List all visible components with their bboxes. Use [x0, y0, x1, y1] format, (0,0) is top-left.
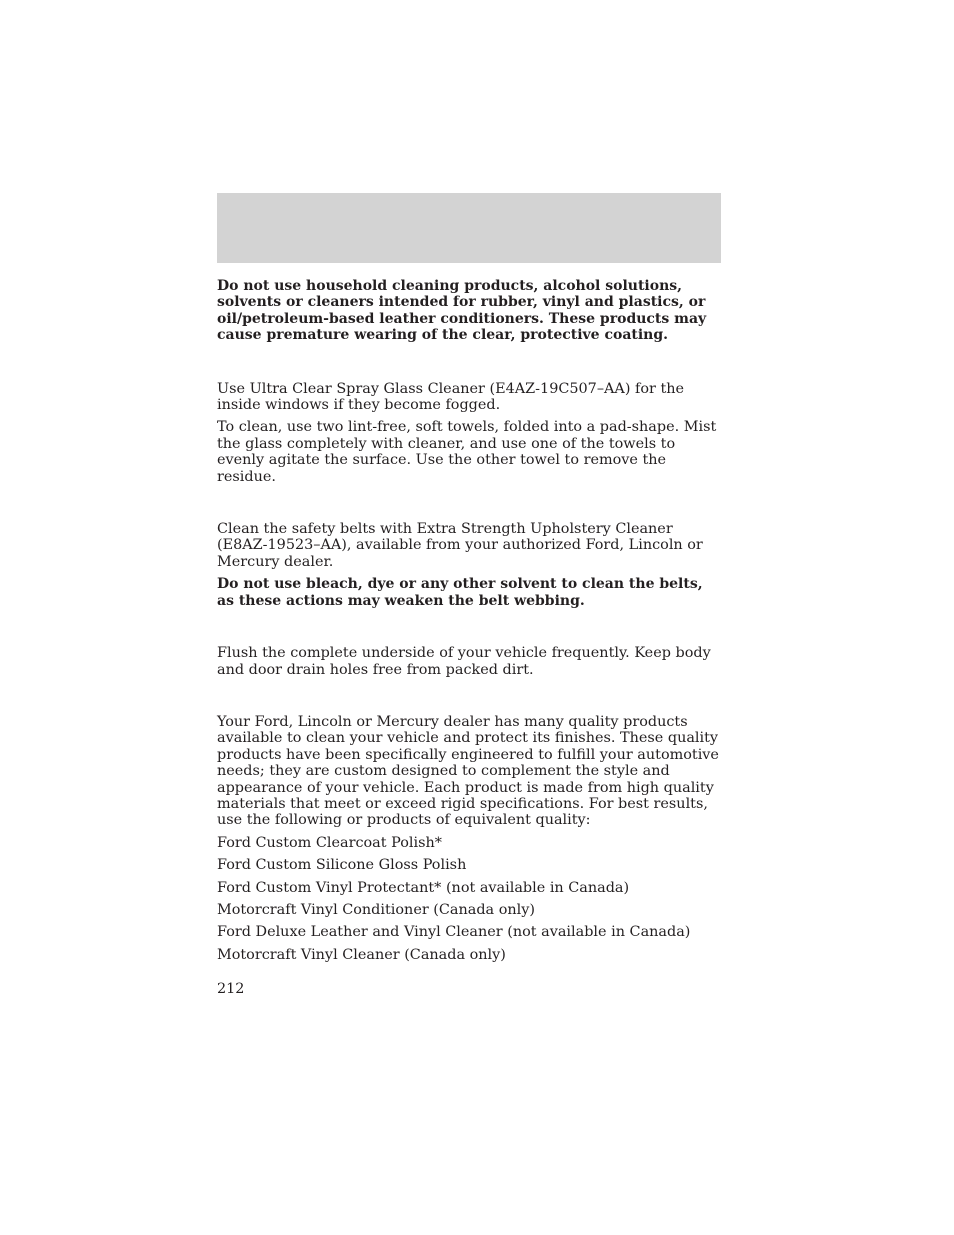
section-header-band: [217, 193, 721, 263]
product-item: Motorcraft Vinyl Cleaner (Canada only): [217, 946, 506, 963]
page-number: 212: [217, 981, 245, 997]
products-intro: Your Ford, Lincoln or Mercury dealer has many quality products available to clean your vehicle and protect its finishes. These quality products have been specifically engineered to fulfill your automotive needs; they are custom designed to complement the style and appearance of your vehicle. Each product is made from high quality materials that meet or exceed rigid specifications. For best results, use the following or products of equivalent quality:: [217, 713, 719, 829]
underbody-paragraph: Flush the complete underside of your vehicle frequently. Keep body and door drain holes free from packed dirt.: [217, 645, 711, 678]
product-item: Ford Deluxe Leather and Vinyl Cleaner (not available in Canada): [217, 924, 691, 941]
product-item: Motorcraft Vinyl Conditioner (Canada only): [217, 901, 535, 918]
coating-warning: Do not use household cleaning products, alcohol solutions, solvents or cleaners intended for rubber, vinyl and plastics, or oil/petroleum-based leather conditioners. These products may cause premature wearing of the clear, protective coating.: [217, 278, 707, 344]
belts-warning: Do not use bleach, dye or any other solvent to clean the belts, as these actions may weaken the belt webbing.: [217, 576, 703, 609]
product-item: Ford Custom Vinyl Protectant* (not available in Canada): [217, 879, 630, 896]
product-item: Ford Custom Silicone Gloss Polish: [217, 857, 467, 874]
belts-paragraph-1: Clean the safety belts with Extra Strength Upholstery Cleaner (E8AZ-19523–AA), available from your authorized Ford, Lincoln or Mercury dealer.: [217, 521, 703, 570]
product-item: Ford Custom Clearcoat Polish*: [217, 834, 442, 851]
page-content: [217, 278, 721, 963]
windows-paragraph-1: Use Ultra Clear Spray Glass Cleaner (E4AZ-19C507–AA) for the inside windows if they become fogged.: [217, 380, 685, 414]
windows-paragraph-2: To clean, use two lint-free, soft towels, folded into a pad-shape. Mist the glass completely with cleaner, and use one of the towels to evenly agitate the surface. Use the other towel to remove the residue.: [217, 419, 717, 485]
